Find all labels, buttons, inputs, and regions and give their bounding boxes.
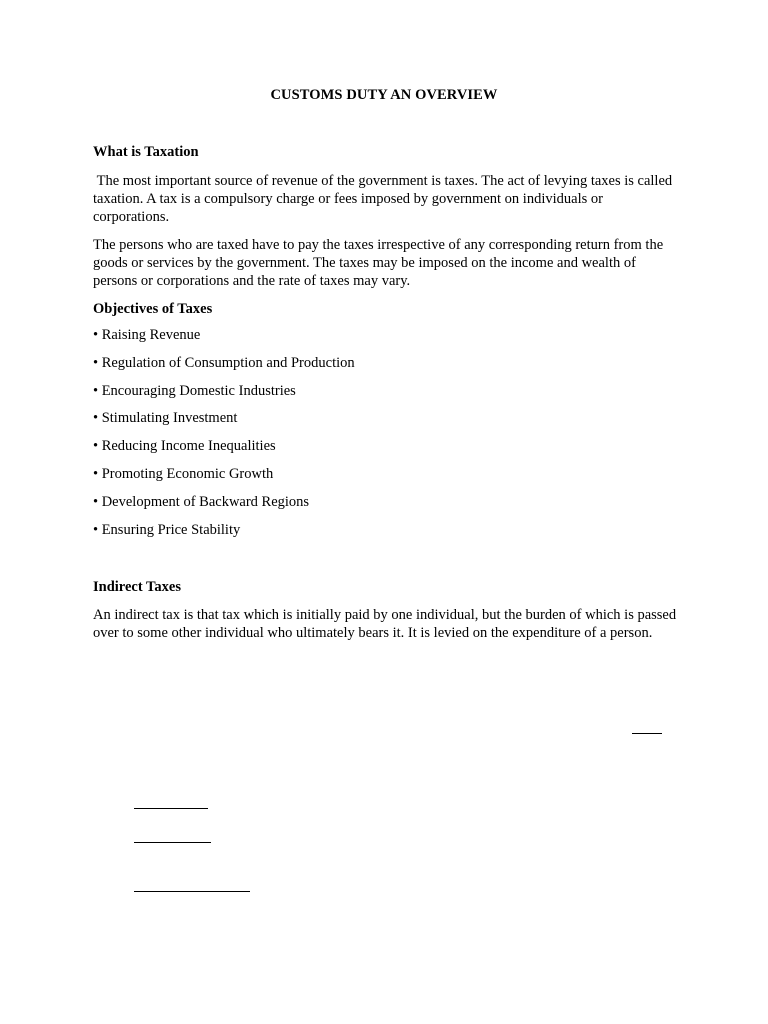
list-item: • Development of Backward Regions [93, 493, 310, 510]
section-heading-indirect-taxes: Indirect Taxes [93, 579, 181, 595]
underline-rule [134, 842, 211, 843]
section-heading-taxation: What is Taxation [93, 144, 199, 160]
list-item: • Ensuring Price Stability [93, 521, 241, 538]
list-item: • Reducing Income Inequalities [93, 438, 276, 455]
underline-rule [632, 733, 662, 734]
paragraph-indirect-taxes: An indirect tax is that tax which is initially paid by one individual, but the burden of which is passed over to some other individual who ultimately bears it. It is levied on the expenditure of a person. [93, 607, 677, 641]
objectives-list [93, 326, 678, 548]
paragraph-taxation-definition: The most important source of revenue of the government is taxes. The act of levying taxes is called taxation. A tax is a compulsory charge or fees imposed by government on individuals or corporations. [93, 173, 676, 225]
section-heading-objectives: Objectives of Taxes [93, 301, 213, 317]
list-item: • Promoting Economic Growth [93, 465, 274, 482]
underline-rule [134, 808, 208, 809]
list-item: • Encouraging Domestic Industries [93, 382, 296, 399]
underline-rule [134, 891, 250, 892]
list-item: • Stimulating Investment [93, 410, 238, 427]
page-title: CUSTOMS DUTY AN OVERVIEW [270, 87, 498, 103]
paragraph-taxation-persons: The persons who are taxed have to pay the taxes irrespective of any corresponding return from the goods or services by the government. The taxes may be imposed on the income and wealth of persons or corporations and the rate of taxes may vary. [93, 237, 664, 289]
list-item: • Regulation of Consumption and Production [93, 354, 355, 371]
list-item: • Raising Revenue [93, 327, 201, 343]
